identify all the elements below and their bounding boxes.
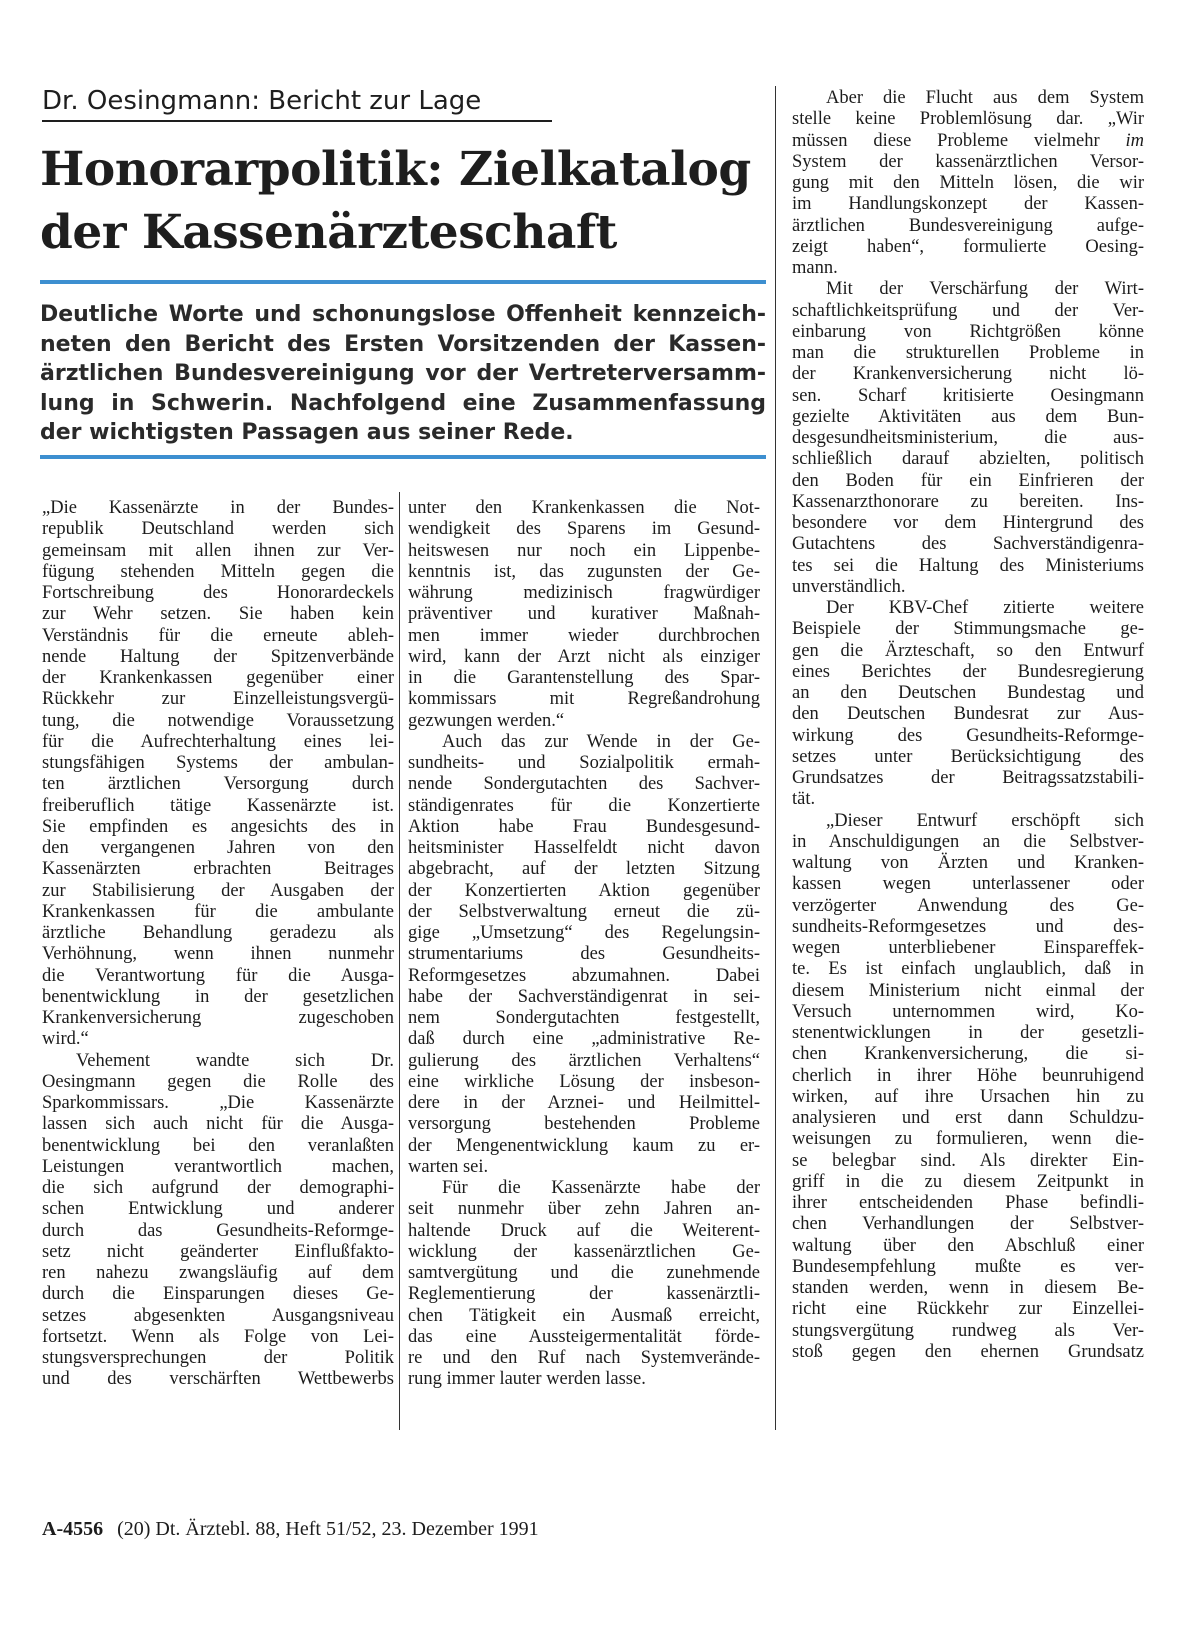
text-line: durch die Einsparungen dieses Ge- (42, 1284, 394, 1305)
text-line: nem Sondergutachten festgestellt, (408, 1008, 760, 1028)
text-line: kassen wegen unterlassener oder (792, 874, 1144, 895)
text-column-right (792, 88, 1144, 1363)
text-line: sen. Scharf kritisierte Oesingmann (792, 385, 1144, 406)
text-line: wird, kann der Arzt nicht als einziger (408, 646, 760, 667)
text-line: Vehement wandte sich Dr. (76, 1050, 394, 1071)
text-line: wirkung des Gesundheits-Reformge- (792, 725, 1144, 746)
text-line: waltung über den Abschluß einer (792, 1235, 1144, 1256)
text-line: eines Berichtes der Bundesregierung (792, 661, 1144, 682)
lead-line: Deutliche Worte und schonungslose Offenheit kennzeich- (40, 302, 766, 327)
text-line: Sie empfinden es angesichts des in (42, 816, 394, 837)
text-line: müssen diese Probleme vielmehr im (792, 130, 1144, 151)
text-column-middle (408, 498, 760, 1391)
page-footer (42, 1517, 539, 1541)
headline-line: Honorarpolitik: Zielkatalog (40, 142, 751, 197)
column-divider (399, 492, 400, 1430)
text-line: der Selbstverwaltung erneut die zü- (408, 901, 760, 922)
top-blue-rule (40, 280, 766, 284)
text-line: an den Deutschen Bundestag und (792, 683, 1144, 703)
text-line: in die Garantenstellung des Spar- (408, 668, 760, 688)
text-line: warten sei. (408, 1156, 489, 1177)
text-line: der Mengenentwicklung kaum zu er- (408, 1135, 760, 1156)
text-line: samtvergütung und die zunehmende (408, 1263, 760, 1283)
text-line: Versuch unternommen wird, Ko- (792, 1001, 1144, 1022)
text-line: zur Wehr setzen. Sie haben kein (42, 604, 394, 625)
text-line: versorgung bestehenden Probleme (408, 1114, 760, 1135)
text-line: seit nunmehr über zehn Jahren an- (408, 1199, 760, 1220)
text-line: Mit der Verschärfung der Wirt- (826, 279, 1144, 300)
text-line: Gutachtens des Sachverständigenra- (792, 534, 1144, 555)
lead-paragraph (40, 300, 766, 448)
text-line: zur Stabilisierung der Ausgaben der (42, 880, 394, 901)
text-line: Verständnis für die erneute ableh- (42, 625, 394, 646)
lead-line: der wichtigsten Passagen aus seiner Rede. (40, 420, 574, 445)
text-line: währung medizinisch fragwürdiger (408, 583, 760, 603)
text-line: gige „Umsetzung“ des Regelungsin- (408, 923, 760, 943)
text-line: haltende Druck auf die Weiterent- (408, 1220, 760, 1241)
headline-line: der Kassenärzteschaft (40, 205, 617, 260)
text-line: gemeinsam mit allen ihnen zur Ver- (42, 540, 394, 561)
text-line: der Krankenkassen gegenüber einer (42, 668, 394, 688)
headline (40, 138, 760, 264)
bottom-blue-rule (40, 455, 766, 459)
page-number: A-4556 (42, 1518, 104, 1540)
text-line: stelle keine Problemlösung dar. „Wir (792, 109, 1144, 130)
text-line: wegen unterbliebener Einspareffek- (792, 938, 1144, 958)
text-line: Krankenversicherung zugeschoben (42, 1008, 394, 1028)
text-line: nende Sondergutachten des Sachver- (408, 774, 760, 795)
text-line: setzes unter Berücksichtigung des (792, 746, 1144, 767)
text-line: diesem Ministerium nicht einmal der (792, 980, 1144, 1001)
text-line: und des verschärften Wettbewerbs (42, 1369, 394, 1390)
text-line: wird.“ (42, 1029, 89, 1050)
text-line: freiberuflich tätige Kassenärzte ist. (42, 795, 394, 816)
text-line: Fortschreibung des Honorardeckels (42, 583, 394, 603)
text-line: tes sei die Haltung des Ministeriums (792, 555, 1144, 576)
text-line: ihrer entscheidenden Phase befindli- (792, 1193, 1144, 1213)
text-line: Leistungen verantwortlich machen, (42, 1156, 394, 1177)
kicker: Dr. Oesingmann: Bericht zur Lage (42, 84, 552, 122)
text-line: Sparkommissars. „Die Kassenärzte (42, 1093, 394, 1113)
lead-line: ärztlichen Bundesvereinigung vor der Vertreterversamm- (40, 361, 766, 386)
text-line: gung mit den Mitteln lösen, die wir (792, 173, 1144, 193)
text-line: se belegbar sind. Als direkter Ein- (792, 1150, 1144, 1171)
text-line: re und den Ruf nach Systemverände- (408, 1348, 760, 1368)
text-line: gulierung des ärztlichen Verhaltens“ (408, 1050, 760, 1071)
text-line: Aktion habe Frau Bundesgesund- (408, 816, 760, 837)
text-line: abgebracht, auf der letzten Sitzung (408, 859, 760, 880)
text-line: zeigt haben“, formulierte Oesing- (792, 236, 1144, 257)
text-line: den Boden für ein Einfrieren der (792, 470, 1144, 491)
text-line: ten ärztlichen Versorgung durch (42, 774, 394, 795)
text-line: wendigkeit des Sparens im Gesund- (408, 519, 760, 540)
text-line: gezielte Aktivitäten aus dem Bun- (792, 406, 1144, 427)
text-line: desgesundheitsministerium, die aus- (792, 428, 1144, 448)
text-line: stoß gegen den ehernen Grundsatz (792, 1341, 1144, 1362)
text-line: ärztlichen Bundesvereinigung aufge- (792, 215, 1144, 236)
text-column-left (42, 498, 394, 1391)
text-line: stungsfähigen Systems der ambulan- (42, 753, 394, 773)
text-line: richt eine Rückkehr zur Einzellei- (792, 1299, 1144, 1320)
text-line: waltung von Ärzten und Kranken- (792, 853, 1144, 873)
text-line: man die strukturellen Probleme in (792, 343, 1144, 363)
text-line: Bundesempfehlung mußte es ver- (792, 1256, 1144, 1277)
text-line: einbarung von Richtgrößen könne (792, 321, 1144, 342)
text-line: stenentwicklungen in der gesetzli- (792, 1023, 1144, 1043)
text-line: Für die Kassenärzte habe der (442, 1178, 760, 1198)
text-line: chen Verhandlungen der Selbstver- (792, 1214, 1144, 1235)
text-line: tät. (792, 789, 816, 810)
text-line: gen die Ärzteschaft, so den Entwurf (792, 640, 1144, 661)
text-line: sundheits- und Sozialpolitik ermah- (408, 753, 760, 773)
text-line: analysieren und erst dann Schuldzu- (792, 1108, 1144, 1128)
text-line: gezwungen werden.“ (408, 710, 565, 731)
text-line: ständigenrates für die Konzertierte (408, 795, 760, 816)
text-line: durch das Gesundheits-Reformge- (42, 1220, 394, 1241)
text-line: chen Tätigkeit ein Ausmaß erreicht, (408, 1305, 760, 1326)
text-line: daß durch eine „administrative Re- (408, 1029, 760, 1050)
text-line: tung, die notwendige Voraussetzung (42, 710, 394, 731)
text-line: wirken, auf ihre Ursachen hin zu (792, 1086, 1144, 1107)
text-line: für die Aufrechterhaltung eines lei- (42, 731, 394, 752)
text-line: Kassenarzthonorare zu bereiten. Ins- (792, 491, 1144, 512)
text-line: präventiver und kurativer Maßnah- (408, 604, 760, 625)
lead-line: lung in Schwerin. Nachfolgend eine Zusammenfassung (40, 390, 766, 416)
text-line: habe der Sachverständigenrat in sei- (408, 986, 760, 1007)
text-line: Reformgesetzes abzumahnen. Dabei (408, 965, 760, 986)
text-line: Beispiele der Stimmungsmache ge- (792, 619, 1144, 640)
text-line: eine wirkliche Lösung der insbeson- (408, 1071, 760, 1092)
text-line: im Handlungskonzept der Kassen- (792, 194, 1144, 215)
text-line: fortsetzt. Wenn als Folge von Lei- (42, 1326, 394, 1347)
text-line: schließlich darauf abzielten, politisch (792, 449, 1144, 470)
text-line: Verhöhnung, wenn ihnen nunmehr (42, 944, 394, 965)
text-line: „Die Kassenärzte in der Bundes- (42, 498, 394, 518)
text-line: griff in die zu diesem Zeitpunkt in (792, 1171, 1144, 1192)
text-line: Grundsatzes der Beitragssatzstabili- (792, 768, 1144, 788)
text-line: cherlich in ihrer Höhe beunruhigend (792, 1065, 1144, 1086)
text-line: heitswesen nur noch ein Lippenbe- (408, 540, 760, 561)
text-line: men immer wieder durchbrochen (408, 625, 760, 646)
text-line: stungsversprechungen der Politik (42, 1348, 394, 1368)
text-line: System der kassenärztlichen Versor- (792, 151, 1144, 172)
text-line: Kassenärzten erbrachten Beitrages (42, 859, 394, 880)
text-line: fügung stehenden Mitteln gegen die (42, 561, 394, 582)
text-line: den vergangenen Jahren von den (42, 838, 394, 858)
text-line: in Anschuldigungen an die Selbstver- (792, 831, 1144, 852)
text-line: unverständlich. (792, 576, 906, 597)
text-line: setz nicht geänderter Einflußfakto- (42, 1241, 394, 1262)
text-line: nende Haltung der Spitzenverbände (42, 646, 394, 667)
emphasis: im (1125, 130, 1144, 151)
text-line: benentwicklung in der gesetzlichen (42, 986, 394, 1007)
text-line: schaftlichkeitsprüfung und der Ver- (792, 300, 1144, 321)
text-line: chen Krankenversicherung, die si- (792, 1044, 1144, 1065)
citation: (20) Dt. Ärztebl. 88, Heft 51/52, 23. Dezember 1991 (117, 1518, 539, 1540)
text-line: rung immer lauter werden lasse. (408, 1369, 646, 1390)
text-line: ärztliche Behandlung geradezu als (42, 923, 394, 943)
text-line: sundheits-Reformgesetzes und des- (792, 916, 1144, 937)
text-line: weisungen zu formulieren, wenn die- (792, 1129, 1144, 1150)
text-line: Der KBV-Chef zitierte weitere (826, 598, 1144, 618)
text-line: benentwicklung bei den veranlaßten (42, 1135, 394, 1156)
text-line: Oesingmann gegen die Rolle des (42, 1071, 394, 1092)
text-line: die sich aufgrund der demographi- (42, 1178, 394, 1198)
text-line: Rückkehr zur Einzelleistungsvergü- (42, 689, 394, 710)
lead-line: neten den Bericht des Ersten Vorsitzenden der Kassen- (40, 331, 766, 357)
text-line: strumentariums des Gesundheits- (408, 944, 760, 965)
text-line: standen werden, wenn in diesem Be- (792, 1278, 1144, 1298)
text-line: besondere vor dem Hintergrund des (792, 513, 1144, 533)
text-line: Reglementierung der kassenärztli- (408, 1284, 760, 1305)
text-line: „Dieser Entwurf erschöpft sich (826, 810, 1144, 831)
text-line: republik Deutschland werden sich (42, 519, 394, 540)
text-line: der Konzertierten Aktion gegenüber (408, 880, 760, 901)
text-line: kommissars mit Regreßandrohung (408, 689, 760, 710)
text-line: dere in der Arznei- und Heilmittel- (408, 1093, 760, 1113)
text-line: lassen sich auch nicht für die Ausga- (42, 1114, 394, 1135)
text-line: Krankenkassen für die ambulante (42, 901, 394, 922)
text-line: verzögerter Anwendung des Ge- (792, 895, 1144, 916)
column-divider (775, 86, 776, 1430)
text-line: der Krankenversicherung nicht lö- (792, 364, 1144, 385)
text-line: die Verantwortung für die Ausga- (42, 965, 394, 986)
text-line: Aber die Flucht aus dem System (826, 88, 1144, 108)
text-line: unter den Krankenkassen die Not- (408, 498, 760, 518)
text-line: wicklung der kassenärztlichen Ge- (408, 1241, 760, 1262)
text-line: te. Es ist einfach unglaublich, daß in (792, 959, 1144, 980)
text-line: setzes abgesenkten Ausgangsniveau (42, 1305, 394, 1326)
text-line: stungsvergütung rundweg als Ver- (792, 1320, 1144, 1341)
text-line: schen Entwicklung und anderer (42, 1199, 394, 1220)
text-line: das eine Aussteigermentalität förde- (408, 1326, 760, 1347)
text-line: Auch das zur Wende in der Ge- (442, 731, 760, 752)
text-line: ren nahezu zwangsläufig auf dem (42, 1263, 394, 1283)
text-line: den Deutschen Bundesrat zur Aus- (792, 704, 1144, 725)
text-line: heitsminister Hasselfeldt nicht davon (408, 838, 760, 858)
text-line: mann. (792, 258, 838, 278)
text-line: kenntnis ist, das zugunsten der Ge- (408, 561, 760, 582)
